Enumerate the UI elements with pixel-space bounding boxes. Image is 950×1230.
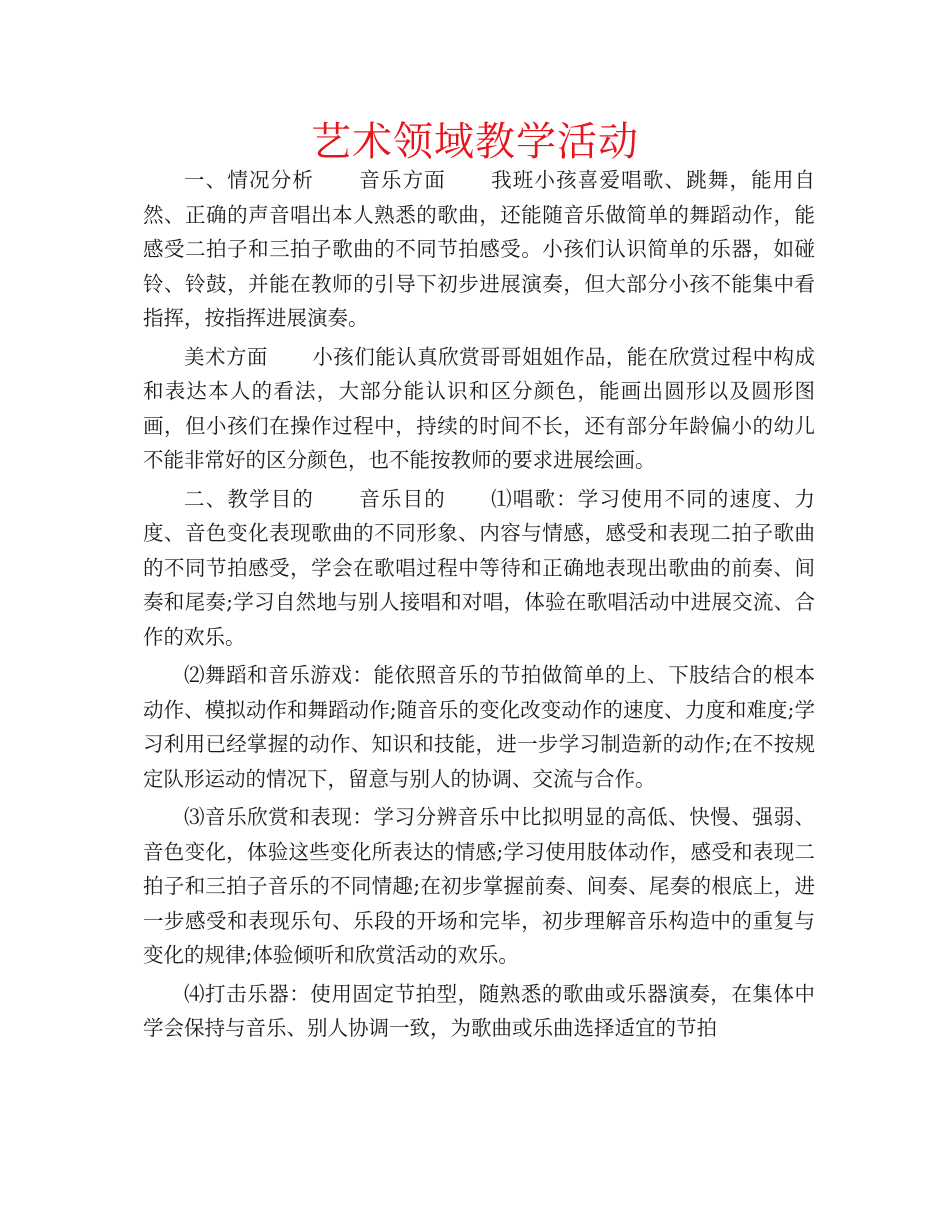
subheading-art: 美术方面 — [184, 344, 268, 369]
paragraph-goals-singing — [143, 482, 815, 655]
paragraph-text: 小孩们能认真欣赏哥哥姐姐作品，能在欣赏过程中构成和表达本人的看法，大部分能认识和区分颜色，能画出圆形以及圆形图画，但小孩们在操作过程中，持续的时间不长，还有部分年龄偏小的幼儿不能非常好的区分颜色，也不能按教师的要求进展绘画。 — [143, 344, 816, 473]
paragraph-text: ⑶音乐欣赏和表现：学习分辨音乐中比拟明显的高低、快慢、强弱、音色变化，体验这些变化所表达的情感;学习使用肢体动作，感受和表现二拍子和三拍子音乐的不同情趣;在初步掌握前奏、间奏、尾奏的根底上，进一步感受和表现乐句、乐段的开场和完毕，初步理解音乐构造中的重复与变化的规律;体验倾听和欣赏活动的欢乐。 — [143, 805, 815, 968]
paragraph-text: ⑵舞蹈和音乐游戏：能依照音乐的节拍做简单的上、下肢结合的根本动作、模拟动作和舞蹈动作;随音乐的变化改变动作的速度、力度和难度;学习利用已经掌握的动作、知识和技能，进一步学习制造新的动作;在不按规定队形运动的情况下，留意与别人的协调、交流与合作。 — [143, 663, 815, 791]
document-title: 艺术领域教学活动 — [311, 119, 639, 165]
section-heading-situation: 一、情况分析 — [184, 168, 315, 192]
subheading-music-goals: 音乐目的 — [358, 486, 446, 511]
subheading-music: 音乐方面 — [358, 168, 446, 192]
paragraph-percussion — [143, 977, 815, 1046]
document-body — [143, 163, 815, 1049]
section-heading-goals: 二、教学目的 — [184, 486, 315, 511]
paragraph-text: ⑷打击乐器：使用固定节拍型，随熟悉的歌曲或乐器演奏，在集体中学会保持与音乐、别人协调一致，为歌曲或乐曲选择适宜的节拍 — [143, 981, 815, 1041]
paragraph-text: ⑴唱歌：学习使用不同的速度、力度、音色变化表现歌曲的不同形象、内容与情感，感受和表现二拍子歌曲的不同节拍感受，学会在歌唱过程中等待和正确地表现出歌曲的前奏、间奏和尾奏;学习自然地与别人接唱和对唱，体验在歌唱活动中进展交流、合作的欢乐。 — [143, 486, 816, 649]
paragraph-dance-games — [143, 658, 815, 796]
paragraph-situation-music — [143, 163, 815, 336]
paragraph-situation-art — [143, 340, 815, 478]
paragraph-music-appreciation — [143, 800, 815, 973]
paragraph-text: 我班小孩喜爱唱歌、跳舞，能用自然、正确的声音唱出本人熟悉的歌曲，还能随音乐做简单的舞蹈动作，能感受二拍子和三拍子歌曲的不同节拍感受。小孩们认识简单的乐器，如碰铃、铃鼓，并能在教师的引导下初步进展演奏，但大部分小孩不能集中看指挥，按指挥进展演奏。 — [143, 168, 816, 331]
